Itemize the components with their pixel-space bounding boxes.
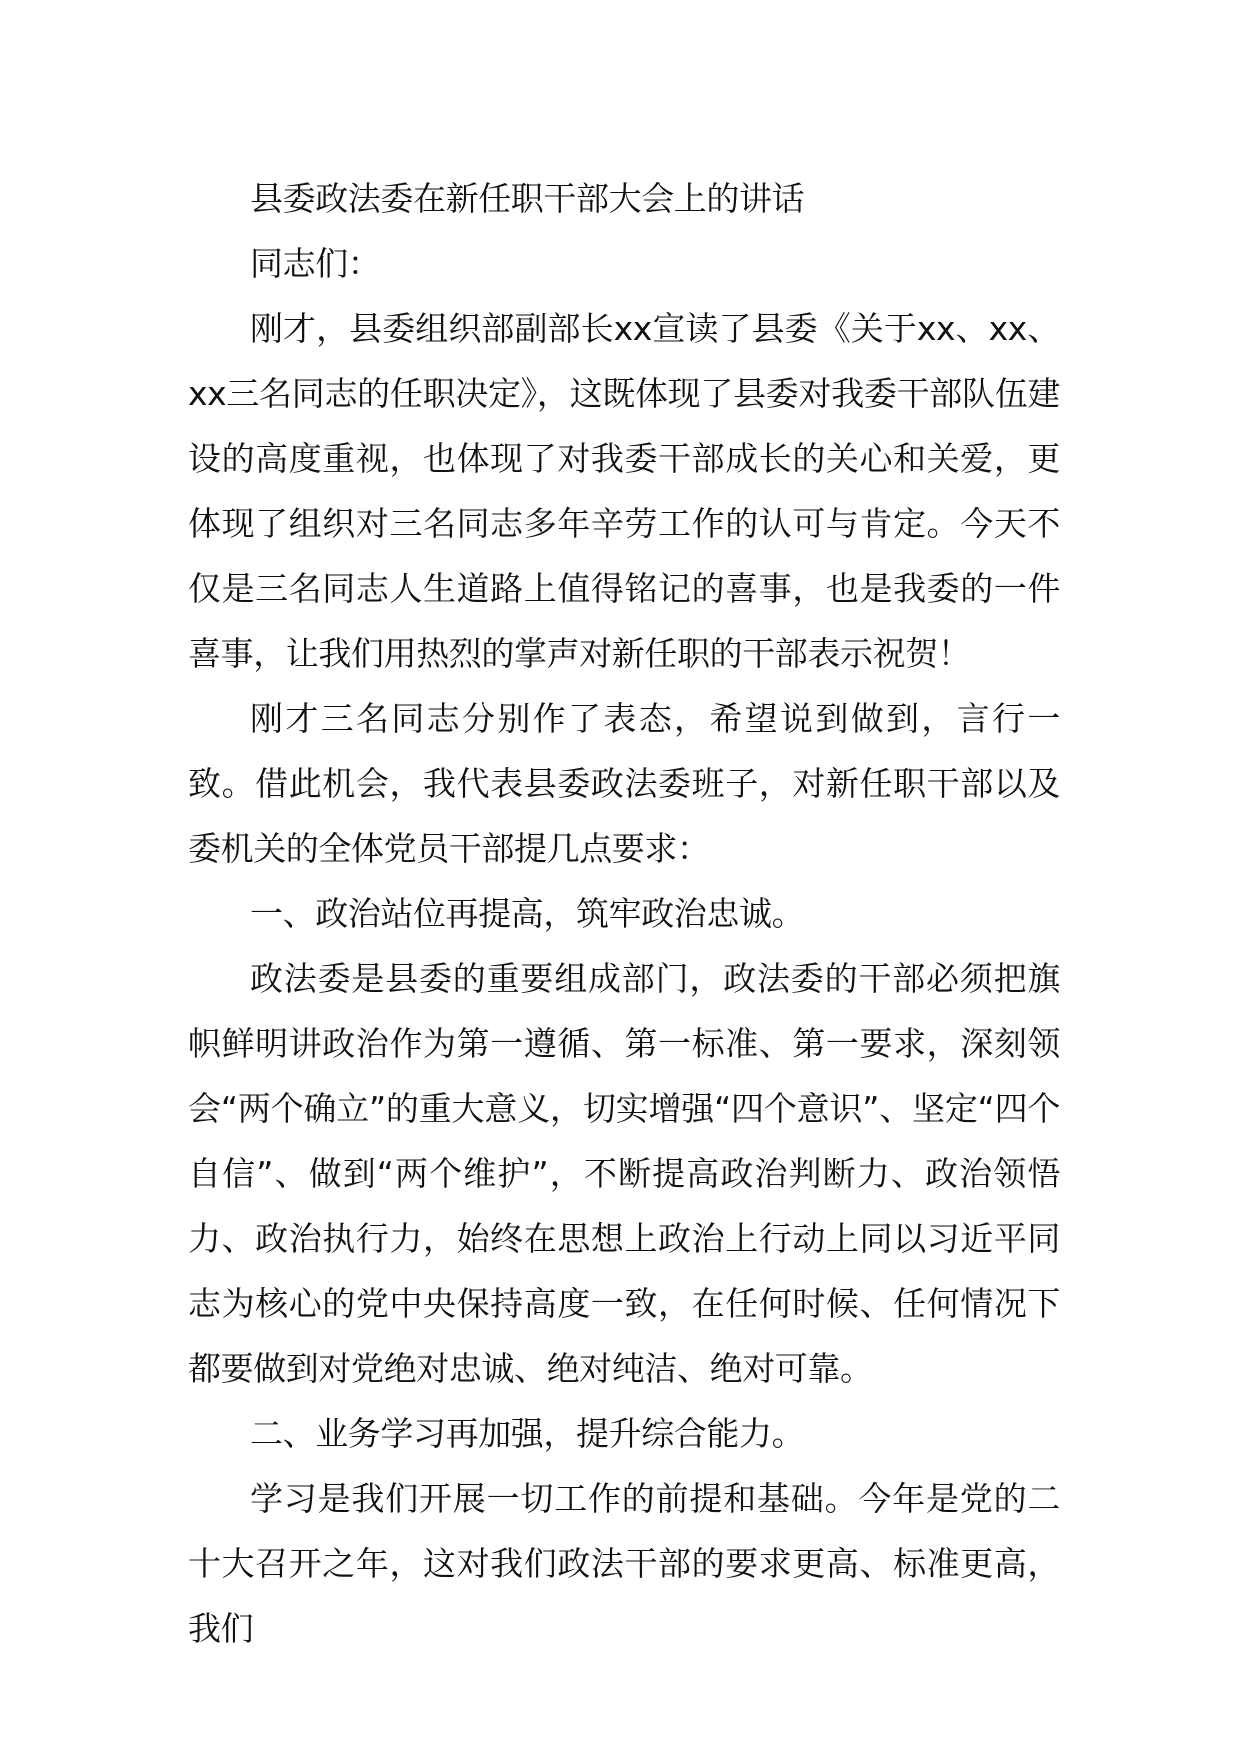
paragraph-political-loyalty: 政法委是县委的重要组成部门，政法委的干部必须把旗帜鲜明讲政治作为第一遵循、第一标准、第一要求，深刻领会“两个确立”的重大意义，切实增强“四个意识”、坚定“四个自信”、做到“两个维护”，不断提高政治判断力、政治领悟力、政治执行力，始终在思想上政治上行动上同以习近平同志为核心的党中央保持高度一致，在任何时候、任何情况下都要做到对党绝对忠诚、绝对纯洁、绝对可靠。 — [188, 959, 1060, 1388]
section-heading-2: 二、业务学习再加强，提升综合能力。 — [250, 1414, 805, 1453]
paragraph-study: 学习是我们开展一切工作的前提和基础。今年是党的二十大召开之年，这对我们政法干部的要求更高、标准更高，我们 — [188, 1479, 1060, 1648]
paragraph-requirements-intro: 刚才三名同志分别作了表态，希望说到做到，言行一致。借此机会，我代表县委政法委班子，对新任职干部以及委机关的全体党员干部提几点要求： — [188, 699, 1060, 868]
document-title: 县委政法委在新任职干部大会上的讲话 — [250, 179, 805, 218]
section-heading-1: 一、政治站位再提高，筑牢政治忠诚。 — [250, 894, 805, 933]
document-body — [188, 166, 1060, 1661]
salutation: 同志们： — [250, 244, 381, 283]
paragraph-opening: 刚才，县委组织部副部长xx宣读了县委《关于xx、xx、xx三名同志的任职决定》，这既体现了县委对我委干部队伍建设的高度重视，也体现了对我委干部成长的关心和关爱，更体现了组织对三名同志多年辛劳工作的认可与肯定。今天不仅是三名同志人生道路上值得铭记的喜事，也是我委的一件喜事，让我们用热烈的掌声对新任职的干部表示祝贺！ — [188, 309, 1060, 673]
